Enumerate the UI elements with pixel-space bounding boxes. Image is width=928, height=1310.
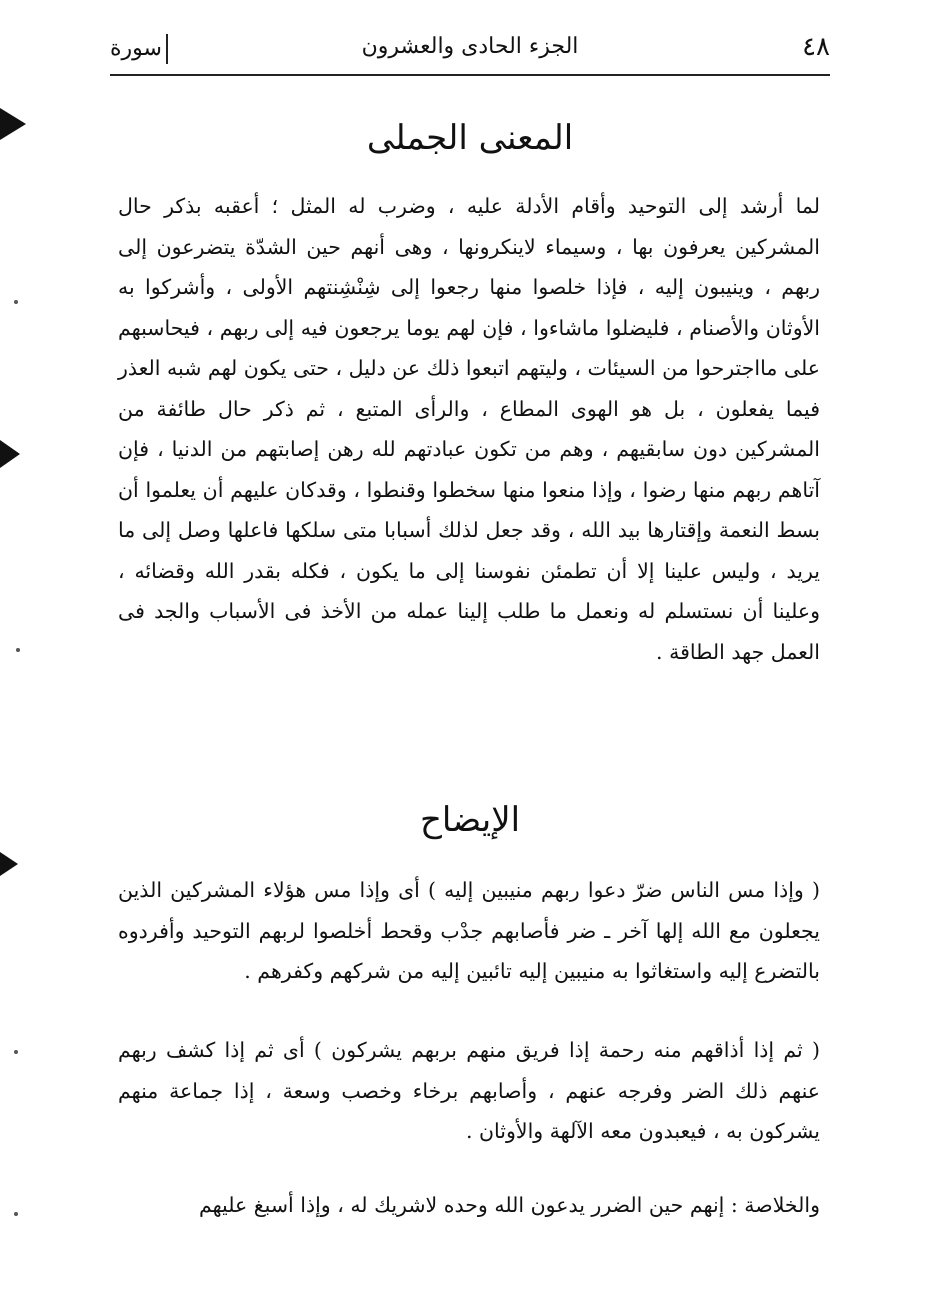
running-title: الجزء الحادى والعشرون	[361, 34, 579, 59]
section-heading-general-meaning: المعنى الجملى	[366, 118, 574, 158]
paragraph-conclusion: والخلاصة : إنهم حين الضرر يدعون الله وحده لاشريك له ، وإذا أسبغ عليهم	[198, 1193, 820, 1217]
running-header	[110, 30, 830, 76]
scan-speck	[14, 1212, 18, 1216]
scan-speck	[14, 300, 18, 304]
paragraph-general-meaning: لما أرشد إلى التوحيد وأقام الأدلة عليه ، وضرب له المثل ؛ أعقبه بذكر حال المشركين يعرفون بها ، وسيماء لاينكرونها ، وهى أنهم حين الشدّة يتضرعون إلى ربهم ، وينيبون إليه ، فإذا خلصوا منها رجعوا إلى شِنْشِنتهم الأولى ، وأشركوا به الأوثان والأصنام ، فليضلوا ماشاءوا ، فإن لهم يوما يرجعون فيه إلى ربهم ، فيحاسبهم على مااجترحوا من السيئات ، وليتهم اتبعوا ذلك عن دليل ، حتى يكون لهم شبه العذر فيما يفعلون ، بل هو الهوى المطاع ، والرأى المتبع ، ثم ذكر حال طائفة من المشركين دون سابقيهم ، وهم من تكون عبادتهم لله رهن إصابتهم من الدنيا ، فإن آتاهم ربهم منها رضوا ، وإذا منعوا منها سخطوا وقنطوا ، وقدكان عليهم أن يعلموا أن بسط النعمة وإقتارها بيد الله ، وقد جعل لذلك أسبابا متى سلكها فاعلها وصل إلى ما يريد ، وليس علينا إلا أن تطمئن نفوسنا إلى ما يكون ، فكله بقدر الله وقضائه ، وعلينا أن نستسلم له ونعمل ما طلب إلينا عمله من الأخذ فى الأسباب والجد فى العمل جهد الطاقة .	[118, 194, 820, 664]
scan-speck	[0, 852, 18, 876]
bracket-mark	[166, 34, 168, 64]
surah-label	[110, 34, 168, 64]
scan-speck	[16, 648, 20, 652]
paragraph-explanation-1: ( وإذا مس الناس ضرّ دعوا ربهم منيبين إليه ) أى وإذا مس هؤلاء المشركين الذين يجعلون مع الله إلها آخر ـ ضر فأصابهم جدْب وقحط أخلصوا لربهم التوحيد وأفردوه بالتضرع إليه واستغاثوا به منيبين إليه تائبين إليه من شركهم وكفرهم .	[118, 878, 820, 983]
page-number: ٤٨	[802, 32, 830, 62]
scan-speck	[0, 440, 20, 468]
section-heading-explanation: الإيضاح	[419, 800, 521, 840]
surah-label-text: سورة	[110, 36, 162, 61]
paragraph-explanation-2: ( ثم إذا أذاقهم منه رحمة إذا فريق منهم بربهم يشركون ) أى ثم إذا كشف ربهم عنهم ذلك الضر وفرجه عنهم ، وأصابهم برخاء وخصب وسعة ، إذا جماعة منهم يشركون به ، فيعبدون معه الآلهة والأوثان .	[118, 1038, 820, 1143]
scan-speck	[14, 1050, 18, 1054]
scan-speck	[0, 108, 26, 140]
